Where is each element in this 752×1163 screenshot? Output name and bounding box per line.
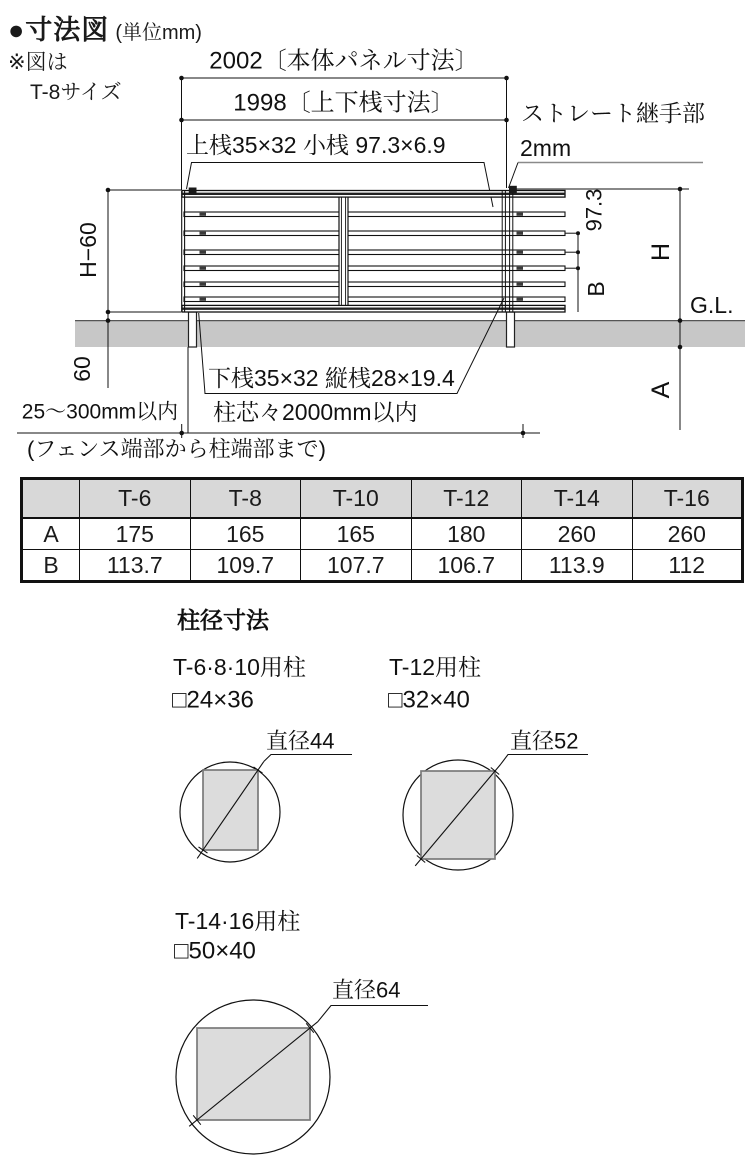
row-label-a: A	[22, 518, 80, 550]
page-title	[8, 8, 202, 47]
post3-size: □50×40	[174, 937, 256, 965]
right-post-below-ground	[507, 312, 515, 347]
cell-b-t8: 109.7	[190, 550, 301, 582]
post2-diagram	[403, 755, 588, 871]
cell-b-t14: 113.9	[522, 550, 633, 582]
dim-60-label: 60	[69, 356, 95, 382]
cell-a-t16: 260	[632, 518, 743, 550]
post3-title: T-14·16用柱	[175, 908, 301, 934]
cell-b-t12: 106.7	[411, 550, 522, 582]
right-post-cap	[509, 186, 517, 193]
table-row-b	[22, 550, 743, 582]
top-rail	[182, 191, 565, 198]
col-header-t16: T-16	[632, 479, 743, 519]
table-row-a	[22, 518, 743, 550]
size-note	[8, 48, 122, 108]
dim-97-3-label: 97.3	[581, 188, 607, 232]
dim-post-pitch-label: 柱芯々2000mm以内	[213, 399, 418, 425]
label-joint-line2: 2mm	[520, 135, 572, 161]
small-rails	[184, 212, 565, 302]
cell-b-t10: 107.7	[301, 550, 412, 582]
left-post-below-ground	[189, 312, 197, 347]
label-bottom-rail: 下桟35×32 縦桟28×19.4	[208, 365, 455, 391]
cell-b-t6: 113.7	[80, 550, 191, 582]
dim-h-label: H	[647, 242, 675, 262]
post1-diagram	[180, 755, 352, 863]
size-note-line2: T-8サイズ	[30, 81, 122, 104]
label-joint-line1: ストレート継手部	[521, 100, 705, 126]
dim-rail-width-label: 1998〔上下桟寸法〕	[233, 89, 455, 117]
post-section-heading: 柱径寸法	[177, 607, 269, 633]
panel-left-edge	[182, 191, 185, 313]
dim-fence-end-label: 25〜300mm以内	[21, 400, 179, 424]
table-corner-cell	[22, 479, 80, 519]
post3-diagram	[176, 1000, 428, 1154]
dim-b-label: B	[583, 281, 609, 297]
dim-a-label: A	[647, 381, 675, 399]
ground-line-label: G.L.	[690, 292, 734, 318]
col-header-t14: T-14	[522, 479, 633, 519]
center-vertical-bar	[339, 197, 348, 305]
col-header-t10: T-10	[301, 479, 412, 519]
joint-callout-leader	[509, 163, 704, 189]
table-header-row	[22, 479, 743, 519]
left-post-cap	[189, 188, 197, 195]
cell-a-t6: 175	[80, 518, 191, 550]
post1-diameter-label: 直径44	[266, 728, 335, 754]
dim-h-minus-60-label: H−60	[75, 222, 101, 278]
post3-diameter-label: 直径64	[332, 977, 401, 1003]
cell-b-t16: 112	[632, 550, 743, 582]
dimension-table	[20, 477, 744, 583]
dim-panel-width-label: 2002〔本体パネル寸法〕	[209, 47, 479, 75]
cell-a-t8: 165	[190, 518, 301, 550]
row-label-b: B	[22, 550, 80, 582]
col-header-t8: T-8	[190, 479, 301, 519]
page-title-unit: (単位mm)	[115, 22, 202, 44]
post2-diameter-label: 直径52	[510, 728, 579, 754]
label-top-rail: 上桟35×32 小桟 97.3×6.9	[186, 132, 446, 158]
page-title-heading: ●寸法図	[8, 15, 110, 45]
col-header-t12: T-12	[411, 479, 522, 519]
cell-a-t10: 165	[301, 518, 412, 550]
post2-size: □32×40	[388, 686, 470, 714]
ground-band	[75, 321, 745, 347]
cell-a-t14: 260	[522, 518, 633, 550]
col-header-t6: T-6	[80, 479, 191, 519]
post1-size: □24×36	[172, 686, 254, 714]
left-dimensions	[106, 188, 181, 388]
note-fence-end: (フェンス端部から柱端部まで)	[27, 436, 326, 462]
cell-a-t12: 180	[411, 518, 522, 550]
rail-brackets	[200, 213, 524, 301]
post2-title: T-12用柱	[389, 654, 482, 680]
bottom-rail	[182, 305, 565, 312]
post1-title: T-6·8·10用柱	[173, 654, 306, 680]
size-note-line1: ※図は	[8, 51, 68, 74]
